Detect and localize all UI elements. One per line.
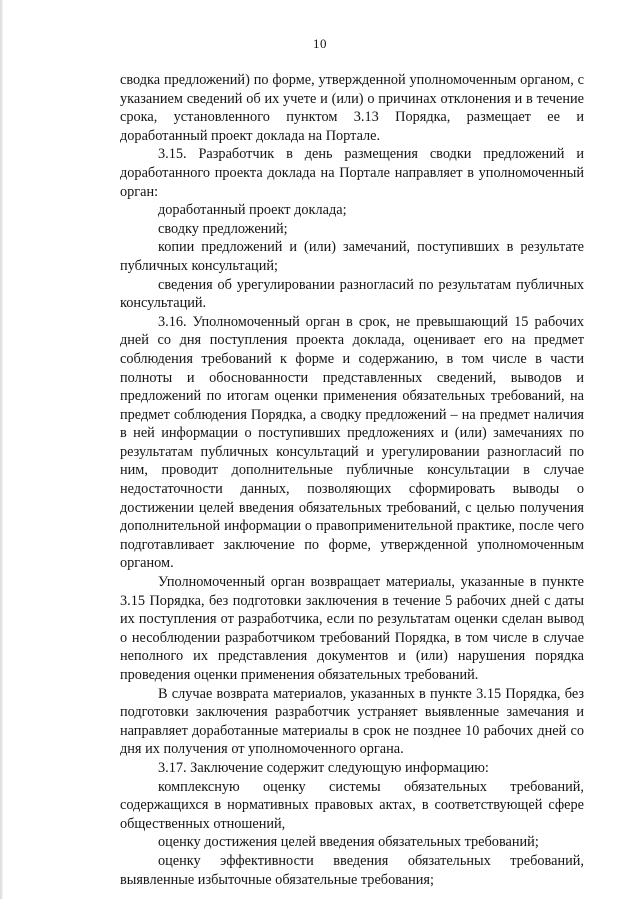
paragraph-3-15: 3.15. Разработчик в день размещения сводки предложений и доработанного проекта доклада на Портале направляет в уполномоченный орган: bbox=[120, 146, 584, 200]
list-item-proposals-summary: сводку предложений; bbox=[158, 220, 288, 237]
list-item-draft-report: доработанный проект доклада; bbox=[158, 202, 347, 219]
paragraph-3-16: 3.16. Уполномоченный орган в срок, не превышающий 15 рабочих дней со дня поступления проекта доклада, оценивает его на предмет соблюдения требований к форме и содержанию, в том числе в части полноты и обоснованности представленных сведений, выводов и предложений по итогам оценки применения обязательных требований, на предмет соблюдения Порядка, а сводку предложений – на предмет наличия в ней информации о поступивших предложениях и (или) замечаниях по результатам публичных консультаций и урегулировании разногласий по ним, проводит дополнительные публичные консультации в случае недостаточности данных, позволяющих сформировать выводы о достижении целей введения обязательных требований, с целью получения дополнительной информации о правоприменительной практике, после чего подготавливает заключение по форме, утвержденной уполномоченным органом. bbox=[120, 313, 584, 572]
document-body bbox=[120, 71, 584, 889]
list-item-goals-assessment: оценку достижения целей введения обязательных требований; bbox=[158, 834, 539, 851]
paragraph-return-materials: Уполномоченный орган возвращает материалы, указанные в пункте 3.15 Порядка, без подготовки заключения в течение 5 рабочих дней с даты их поступления от разработчика, если по результатам оценки сделан вывод о несоблюдении разработчиком требований Порядка, в том числе в случае неполного их представления документов и (или) нарушения порядка проведения оценки применения обязательных требований. bbox=[120, 574, 584, 683]
list-item-efficiency-assessment: оценку эффективности введения обязательных требований, выявленные избыточные обязательные требования; bbox=[120, 852, 584, 888]
paragraph-3-17: 3.17. Заключение содержит следующую информацию: bbox=[158, 759, 489, 776]
list-item-complex-assessment: комплексную оценку системы обязательных требований, содержащихся в нормативных правовых актах, в соответствующей сфере общественных отношений, bbox=[120, 778, 584, 832]
paragraph-continuation: сводка предложений) по форме, утвержденной уполномоченным органом, с указанием сведений об их учете и (или) о причинах отклонения и в течение срока, установленного пунктом 3.13 Порядка, размещает ее и доработанный проект доклада на Портале. bbox=[120, 72, 584, 144]
list-item-proposals-copies: копии предложений и (или) замечаний, поступивших в результате публичных консультаций; bbox=[120, 239, 584, 274]
paragraph-return-case: В случае возврата материалов, указанных в пункте 3.15 Порядка, без подготовки заключения разработчик устраняет выявленные замечания и направляет доработанные материалы в срок не позднее 10 рабочих дней со дня их получения от уполномоченного органа. bbox=[120, 685, 584, 758]
scan-edge-shadow bbox=[0, 0, 3, 899]
list-item-disagreements: сведения об урегулировании разногласий по результатам публичных консультаций. bbox=[120, 276, 584, 312]
page-number: 10 bbox=[313, 36, 327, 51]
